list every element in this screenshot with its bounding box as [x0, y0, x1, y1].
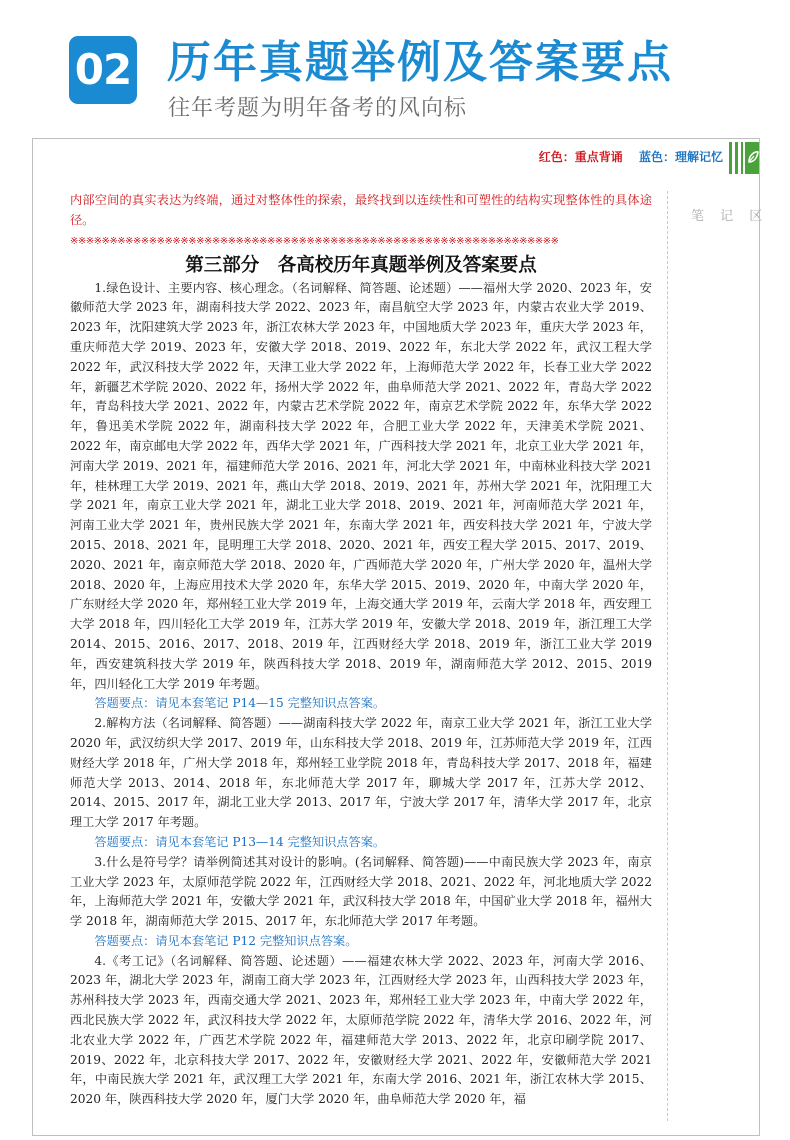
page-title: 历年真题举例及答案要点 [167, 37, 673, 88]
document-body [70, 191, 652, 1110]
answer-hint: 答题要点：请见本套笔记 P12 完整知识点答案。 [94, 933, 358, 948]
intro-key-text: 内部空间的真实表达为终端，通过对整体性的探索，最终找到以连续性和可塑性的结构实现整体性的具体途径。 [70, 193, 652, 227]
answer-hint: 答题要点：请见本套笔记 P13—14 完整知识点答案。 [94, 834, 386, 849]
notes-divider [667, 191, 668, 1121]
question-item: 1.绿色设计、主要内容、核心理念。（名词解释、简答题、论述题）——福州大学 2020、2023 年，安徽师范大学 2023 年，湖南科技大学 2022、2023 年，南昌航空大学 2023 年，内蒙古农业大学 2019、2023 年，沈阳建筑大学 2023 年，浙江农林大学 2023 年，中国地质大学 2023 年，重庆大学 2023 年，重庆师范大学 2019、2023 年，安徽大学 2018、2019、2022 年，东北大学 2022 年，武汉工程大学 2022 年，武汉科技大学 2022 年，天津工业大学 2022 年，上海师范大学 2022 年，长春工业大学 2022 年，新疆艺术学院 2020、2022 年，扬州大学 2022 年，曲阜师范大学 2021、2022 年，青岛大学 2022 年，青岛科技大学 2021、2022 年，内蒙古艺术学院 2022 年，南京艺术学院 2022 年，东华大学 2022 年，鲁迅美术学院 2022 年，湖南科技大学 2022 年，合肥工业大学 2022 年，天津美术学院 2021、2022 年，南京邮电大学 2022 年，西华大学 2021 年，广西科技大学 2021 年，北京工业大学 2021 年，河南大学 2019、2021 年，福建师范大学 2016、2021 年，河北大学 2021 年，中南林业科技大学 2021 年，桂林理工大学 2019、2021 年，燕山大学 2018、2019、2021 年，苏州大学 2021 年，沈阳理工大学 2021 年，南京工业大学 2021 年，湖北工业大学 2018、2019、2021 年，河南师范大学 2021 年，河南工业大学 2021 年，贵州民族大学 2021 年，东南大学 2021 年，西安科技大学 2021 年，宁波大学 2015、2018、2021 年，昆明理工大学 2018、2020、2021 年，西安工程大学 2015、2017、2019、2020、2021 年，南京师范大学 2018、2020 年，广西师范大学 2020 年，广州大学 2020 年，温州大学 2018、2020 年，上海应用技术大学 2020 年，东华大学 2015、2019、2020 年，中南大学 2020 年，广东财经大学 2020 年，郑州轻工业大学 2019 年，上海交通大学 2019 年，云南大学 2018 年，西安理工大学 2018 年，四川轻化工大学 2019 年，江苏大学 2019 年，安徽大学 2018、2019 年，浙江理工大学 2014、2015、2016、2017、2018、2019 年，江西财经大学 2018、2019 年，浙江工业大学 2019 年，西安建筑科技大学 2019 年，陕西科技大学 2018、2019 年，湖南师范大学 2012、2015、2019 年，四川轻化工大学 2019 年考题。 [70, 280, 652, 691]
legend-red-label: 红色：重点背诵 [538, 150, 623, 164]
section-title: 第三部分 各高校历年真题举例及答案要点 [185, 254, 537, 276]
notes-area-label: 笔 记 区 [691, 209, 769, 224]
legend-blue-label: 蓝色：理解记忆 [638, 150, 723, 164]
section-number-badge: 02 [69, 36, 137, 104]
page-subtitle: 往年考题为明年备考的风向标 [168, 96, 468, 121]
asterisk-separator: ※※※※※※※※※※※※※※※※※※※※※※※※※※※※※※※※※※※※※※※※※※※※※※※※※※※※※※※※※※※※※※ [70, 235, 559, 247]
notes-page [32, 138, 769, 1136]
question-item: 2.解构方法（名词解释、简答题）——湖南科技大学 2022 年，南京工业大学 2021 年，浙江工业大学 2020 年，武汉纺织大学 2017、2019 年，山东科技大学 2018、2019 年，江苏师范大学 2019 年，江西财经大学 2018 年，广州大学 2018 年，郑州轻工业学院 2018 年，青岛科技大学 2017、2018 年，福建师范大学 2013、2014、2018 年，东北师范大学 2017 年，聊城大学 2017 年，江苏大学 2012、2014、2015、2017 年，湖北工业大学 2013、2017 年，宁波大学 2017 年，清华大学 2017 年，北京理工大学 2017 年考题。 [70, 716, 652, 830]
color-legend [539, 148, 723, 165]
answer-hint: 答题要点：请见本套笔记 P14—15 完整知识点答案。 [94, 696, 386, 711]
question-item: 3.什么是符号学？请举例简述其对设计的影响。(名词解释、简答题)——中南民族大学 2023 年，南京工业大学 2023 年，太原师范学院 2022 年，江西财经大学 2018、2021、2022 年，河北地质大学 2022 年，上海师范大学 2021 年，安徽大学 2021 年，武汉科技大学 2018 年，中国矿业大学 2018 年，福州大学 2018 年，湖南师范大学 2015、2017 年，东北师范大学 2017 年考题。 [70, 854, 652, 929]
question-item: 4.《考工记》（名词解释、简答题、论述题）——福建农林大学 2022、2023 年，河南大学 2016、2023 年，湖北大学 2023 年，湖南工商大学 2023 年，江西财经大学 2023 年，山西科技大学 2023 年，苏州科技大学 2023 年，西南交通大学 2021、2023 年，郑州轻工业大学 2023 年，中南大学 2022 年，西北民族大学 2022 年，武汉科技大学 2022 年，太原师范学院 2022 年，清华大学 2016、2022 年，河北农业大学 2022 年，广西艺术学院 2022 年，福建师范大学 2013、2022 年，北京印刷学院 2017、2019、2022 年，北京科技大学 2017、2022 年，安徽财经大学 2021、2022 年，安徽师范大学 2021 年，中南民族大学 2021 年，武汉理工大学 2021 年，东南大学 2016、2021 年，浙江农林大学 2015、2020 年，陕西科技大学 2020 年，厦门大学 2020 年，曲阜师范大学 2020 年，福 [70, 953, 652, 1107]
leaf-icon [745, 142, 759, 174]
